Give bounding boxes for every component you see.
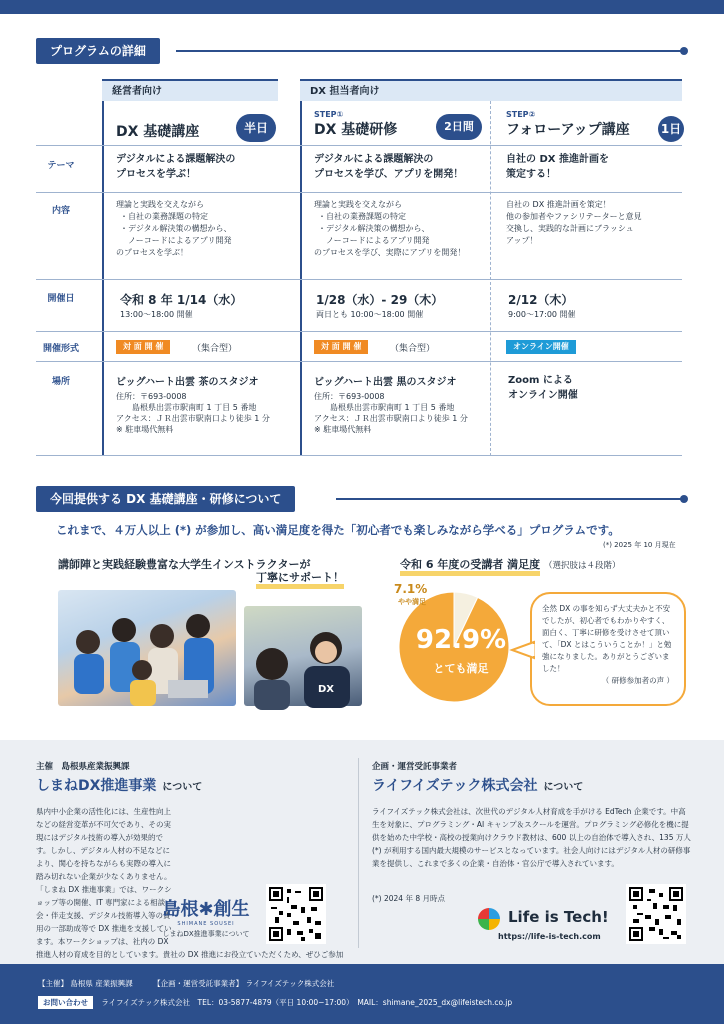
address-line: 島根県出雲市駅南町 1 丁目 5 番地 xyxy=(116,403,257,412)
host-name xyxy=(36,775,202,795)
theme-line: 自社の DX 推進計画を xyxy=(506,154,609,165)
course-venue: Zoom による オンライン開催 xyxy=(508,375,578,401)
course-title-text: DX 基礎講座 xyxy=(116,124,200,140)
content-line: 交換し、実践的な計画にブラッシュ xyxy=(506,224,634,233)
duration-badge: 半日 xyxy=(236,114,276,142)
course-content xyxy=(506,199,642,247)
content-line: 他の参加者やファシリテーターと意見 xyxy=(506,212,642,221)
row-label-content: 内容 xyxy=(51,206,70,216)
course-address xyxy=(314,391,468,435)
footer-bar xyxy=(0,964,724,1024)
svg-text:DX: DX xyxy=(318,684,335,695)
operator-description: ライフイズテック株式会社は、次世代のデジタル人材育成を手がける EdTech 企業です。中高生を対象に、プログラミング・AI キャンプ＆スクールを運営。プログラミング必修化を機に提供を始めた中学校・高校の授業向けクラウド教材は、600 以上の自治体で導入され、135 万人 (*) が利用する国内最大規模のサービスとなっています。社会人向けにはデジタル人材の研修事業を提供し、これまで多くの企業・自治体・官公庁で導入されています。 xyxy=(372,807,691,868)
satisfaction-heading xyxy=(400,556,621,572)
lead-text: これまで、４万人以上 (*) が参加し、高い満足度を得た「初心者でも楽しみながら学べる」プログラムです。 xyxy=(56,523,620,537)
row-label-date: 開催日 xyxy=(47,294,75,304)
row-divider xyxy=(36,145,682,146)
info-divider xyxy=(358,758,359,948)
format-tag: オンライン開催 xyxy=(506,340,576,354)
section-divider xyxy=(176,50,684,52)
operator-qr-code[interactable] xyxy=(626,884,686,944)
logo-caption: しまねDX推進事業について xyxy=(162,930,250,938)
column-header-dx: DX 担当者向け xyxy=(300,79,682,101)
course-date: 1/28（水）- 29（木） xyxy=(316,293,444,307)
pie-label-big-category: とても満足 xyxy=(433,662,489,675)
contact-tag: お問い合わせ xyxy=(38,996,93,1009)
row-divider xyxy=(36,331,682,332)
host-description-text: 県内中小企業の活性化には、生産性向上などの経営変革が不可欠であり、その実現にはデジタル技術の導入が効果的です。しかし、デジタル人材の不足などにより、関心を持ちながらも実際の導入に踏み切れない企業が少なくありません。「しまね DX 推進事業」では、ワークショップ等の開催、IT 専門家による相談会・伴走支援、デジタル技術導入等の費用の一部助成等で DX 推進を支援しています。本ワークショップは、社内の DX 推進人材の育成を目的としています。貴社の DX 推進にお役立ていただくため、ぜひご参加 xyxy=(36,807,344,959)
address-line: アクセス：ＪＲ出雲市駅南口より徒歩 1 分 xyxy=(116,414,270,423)
course-address xyxy=(116,391,270,435)
qr-code-pattern xyxy=(629,887,683,941)
course-title-text: DX 基礎研修 xyxy=(314,122,398,138)
brand-name: Life is Tech! xyxy=(508,908,609,926)
format-tag: 対 面 開 催 xyxy=(314,340,368,354)
operator-url-link[interactable]: https://life-is-tech.com xyxy=(498,932,601,941)
course-theme xyxy=(506,152,609,182)
testimonial-author: （ 研修参加者の声 ） xyxy=(601,676,674,685)
workshop-photo-illustration xyxy=(58,590,236,706)
row-label-venue: 場所 xyxy=(51,377,70,387)
footer-host-tag: 【主催】 xyxy=(38,979,68,988)
section-title-program: プログラムの詳細 xyxy=(36,38,160,64)
lifeistech-mark-icon xyxy=(476,906,502,932)
content-line: ・デジタル解決策の構想から、 xyxy=(318,224,430,233)
student-photo-illustration xyxy=(244,606,362,706)
theme-line: デジタルによる課題解決の xyxy=(116,154,236,165)
course-date: 令和 8 年 1/14（水） xyxy=(120,293,243,307)
row-divider xyxy=(36,455,682,456)
row-label-format: 開催形式 xyxy=(42,344,79,354)
footer-operator-tag: 【企画・運営受託事業者】 xyxy=(153,979,244,988)
step-label: STEP① xyxy=(314,110,344,119)
logo-subtext: SHIMANE SOUSEI xyxy=(177,921,235,927)
course-theme xyxy=(314,152,463,182)
theme-line: 策定する！ xyxy=(506,169,556,180)
satisfaction-note: （選択肢は４段階） xyxy=(544,561,621,571)
content-line: 理論と実践を交えながら xyxy=(314,200,402,209)
section-divider-dot xyxy=(680,47,688,55)
content-line: アップ！ xyxy=(506,236,538,245)
lead-note: (*) 2025 年 10 月現在 xyxy=(603,541,676,549)
pie-label-big-value: 92.9% xyxy=(415,625,507,655)
step-label: STEP② xyxy=(506,110,536,119)
course-content xyxy=(116,199,232,259)
course-title-basic xyxy=(116,121,199,141)
row-label-theme: テーマ xyxy=(47,161,75,171)
logo-text: 島根✱創生 xyxy=(162,899,250,920)
pie-label-small-value: 7.1% xyxy=(394,582,428,596)
format-text: （集合型） xyxy=(192,344,238,354)
course-time: 9:00〜17:00 開催 xyxy=(508,310,576,319)
content-line: 自社の DX 推進計画を策定！ xyxy=(506,200,611,209)
row-divider xyxy=(36,361,682,362)
operator-note: (*) 2024 年 8 月時点 xyxy=(372,894,445,903)
instructor-heading: 講師陣と実践経験豊富な大学生インストラクターが xyxy=(58,558,311,571)
testimonial-text: 全然 DX の事を知らず大丈夫かと不安でしたが、初心者でもわかりやすく、面白く、丁寧に研修を受けさせて頂いて、「DX とはこういうことか！」と勉強になりました。ありがとうございました！ xyxy=(542,604,672,673)
operator-name xyxy=(372,775,583,795)
course-venue: ビッグハート出雲 黒のスタジオ xyxy=(314,377,457,388)
operator-label: 企画・運営受託事業者 xyxy=(372,762,458,772)
instructor-heading-emphasis: 丁寧にサポート！ xyxy=(256,572,344,589)
course-date: 2/12（木） xyxy=(508,293,574,307)
shimane-sousei-logo xyxy=(156,895,256,939)
row-divider xyxy=(36,279,682,280)
content-line: ・自社の業務課題の特定 xyxy=(120,212,208,221)
workshop-photo xyxy=(58,590,236,706)
section-divider-dot xyxy=(680,495,688,503)
content-line: ノーコードによるアプリ開発 xyxy=(318,236,430,245)
content-line: ・自社の業務課題の特定 xyxy=(318,212,406,221)
course-theme xyxy=(116,152,235,182)
row-divider xyxy=(36,192,682,193)
course-content xyxy=(314,199,465,259)
course-time: 両日とも 10:00〜18:00 開催 xyxy=(316,310,424,319)
contact-details[interactable]: ライフイズテック株式会社 TEL：03-5877-4879（平日 10:00−17:00） MAIL：shimane_2025_dx@lifeistech.co.jp xyxy=(101,998,513,1007)
host-label: 主催 島根県産業振興課 xyxy=(36,762,130,772)
content-line: 理論と実践を交えながら xyxy=(116,200,204,209)
footer-organizers xyxy=(38,978,334,989)
content-line: ノーコードによるアプリ開発 xyxy=(120,236,232,245)
pie-label-small-category: やや満足 xyxy=(398,598,426,606)
duration-badge: 1日 xyxy=(658,116,684,142)
column-header-exec: 経営者向け xyxy=(102,79,278,101)
course-title-training xyxy=(314,110,397,139)
duration-badge: 2日間 xyxy=(436,114,482,140)
student-photo xyxy=(244,606,362,706)
section-divider xyxy=(336,498,684,500)
course-time: 13:00〜18:00 開催 xyxy=(120,310,193,319)
testimonial-bubble xyxy=(530,592,686,706)
host-name-text: しまねDX推進事業 xyxy=(36,778,157,794)
format-tag: 対 面 開 催 xyxy=(116,340,170,354)
operator-name-text: ライフイズテック株式会社 xyxy=(372,778,538,794)
format-text: （集合型） xyxy=(390,344,436,354)
course-title-followup xyxy=(506,110,630,139)
course-venue: ビッグハート出雲 茶のスタジオ xyxy=(116,377,259,388)
address-line: ※ 駐車場代無料 xyxy=(314,425,372,434)
theme-line: プロセスを学び、アプリを開発！ xyxy=(314,169,464,180)
host-about: について xyxy=(162,782,203,793)
content-line: ・デジタル解決策の構想から、 xyxy=(120,224,232,233)
theme-line: デジタルによる課題解決の xyxy=(314,154,434,165)
address-line: アクセス：ＪＲ出雲市駅南口より徒歩 1 分 xyxy=(314,414,468,423)
footer-host: 島根県 産業振興課 xyxy=(70,979,133,988)
top-bar xyxy=(0,0,724,14)
section-title-about: 今回提供する DX 基礎講座・研修について xyxy=(36,486,295,512)
content-line: のプロセスを学ぶ！ xyxy=(116,248,188,257)
bubble-tail xyxy=(512,640,534,660)
address-line: ※ 駐車場代無料 xyxy=(116,425,174,434)
address-line: 島根県出雲市駅南町 1 丁目 5 番地 xyxy=(314,403,455,412)
address-line: 住所：〒693-0008 xyxy=(314,392,385,401)
content-line: のプロセスを学び、実際にアプリを開発！ xyxy=(314,248,466,257)
qr-code-pattern xyxy=(269,887,323,941)
theme-line: プロセスを学ぶ！ xyxy=(116,169,196,180)
operator-about: について xyxy=(543,782,584,793)
course-title-text: フォローアップ講座 xyxy=(506,122,630,138)
footer-contact xyxy=(38,996,512,1009)
satisfaction-title: 令和 6 年度の受講者 満足度 xyxy=(400,558,540,576)
footer-operator: ライフイズテック株式会社 xyxy=(245,979,335,988)
address-line: 住所：〒693-0008 xyxy=(116,392,187,401)
host-qr-code[interactable] xyxy=(266,884,326,944)
